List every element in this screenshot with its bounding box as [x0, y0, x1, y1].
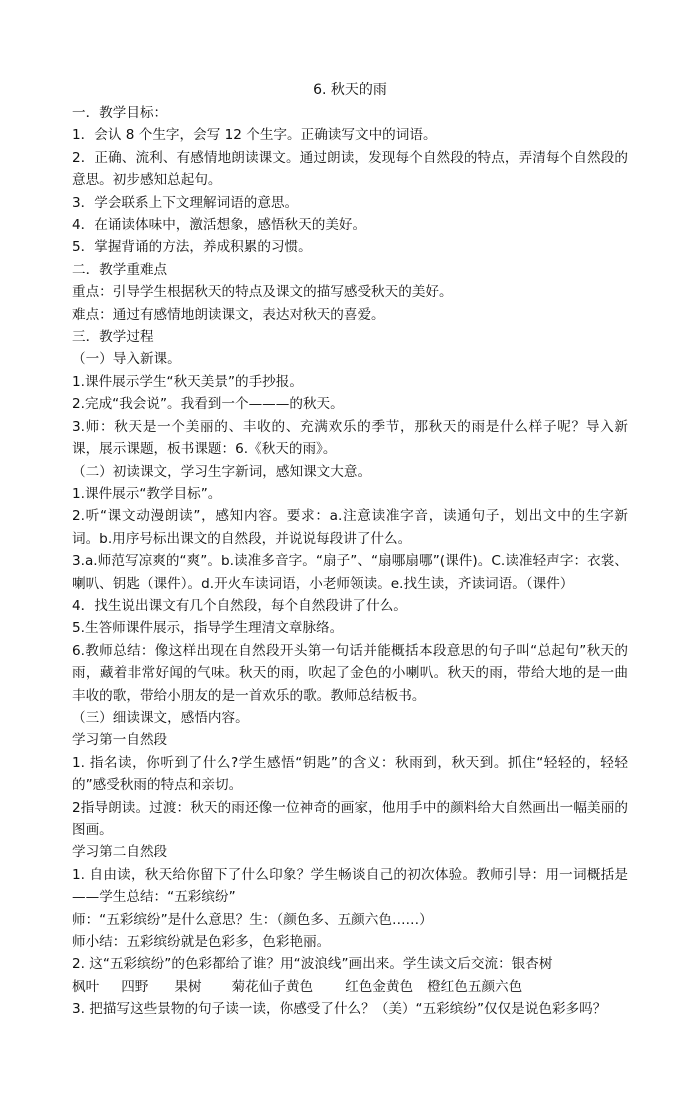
goal-item: 5．掌握背诵的方法，养成积累的习惯。 [72, 239, 312, 256]
difficulty-text: 难点：通过有感情地朗读课文，表达对秋天的喜爱。 [72, 306, 385, 323]
process-step: 1.课件展示学生“秋天美景”的手抄报。 [72, 373, 303, 390]
color-item: 红色金黄色 [345, 978, 414, 995]
subsection-heading: （三）细读课文，感悟内容。 [72, 709, 249, 726]
process-step: 2.完成“我会说”。我看到一个———的秋天。 [72, 396, 344, 413]
process-step: 5.生答师课件展示，指导学生理清文章脉络。 [72, 620, 344, 637]
colors-row [72, 976, 628, 998]
page-title: 6. 秋天的雨 [313, 82, 387, 98]
paragraph-heading: 学习第二自然段 [72, 844, 168, 861]
section-heading: 一．教学目标： [72, 105, 168, 121]
goal-item: 3．学会联系上下文理解词语的意思。 [72, 194, 299, 211]
process-step: 1.课件展示“教学目标”。 [72, 485, 222, 502]
color-item: 枫叶 [72, 978, 100, 995]
process-step: 师小结：五彩缤纷就是色彩多，色彩艳丽。 [72, 934, 331, 951]
section-heading: 二．教学重难点 [72, 261, 168, 278]
section-heading: 三．教学过程 [72, 329, 154, 346]
document-page [72, 80, 628, 1021]
process-step: 6.教师总结：像这样出现在自然段开头第一句话并能概括本段意思的句子叫“总起句”秋天的雨，藏着非常好闻的气味。秋天的雨，吹起了金色的小喇叭。秋天的雨，带给大地的是一曲丰收的歌，带给小朋友的是一首欢乐的歌。教师总结板书。 [72, 642, 628, 704]
color-item: 四野 [121, 978, 149, 995]
color-item: 菊花仙子黄色 [231, 978, 314, 995]
process-step: 3.师：秋天是一个美丽的、丰收的、充满欢乐的季节，那秋天的雨是什么样子呢？导入新课，展示课题，板书课题：6.《秋天的雨》。 [72, 418, 628, 458]
process-step: 师：“五彩缤纷”是什么意思？生：（颜色多、五颜六色……） [72, 911, 433, 928]
subsection-heading: （二）初读课文，学习生字新词，感知课文大意。 [72, 463, 372, 480]
paragraph-heading: 学习第一自然段 [72, 732, 168, 749]
process-step: 1. 自由读，秋天给你留下了什么印象？学生畅谈自己的初次体验。教师引导：用一词概括是——学生总结：“五彩缤纷” [72, 866, 628, 906]
process-step: 1. 指名读，你听到了什么?学生感悟“钥匙”的含义：秋雨到，秋天到。抓住“轻轻的，轻轻的”感受秋雨的特点和亲切。 [72, 754, 628, 794]
process-step: 4．找生说出课文有几个自然段，每个自然段讲了什么。 [72, 597, 407, 614]
process-step: 2. 这“五彩缤纷”的色彩都给了谁？用“波浪线”画出来。学生读文后交流：银杏树 [72, 956, 553, 973]
process-step: 2指导朗读。过渡：秋天的雨还像一位神奇的画家，他用手中的颜料给大自然画出一幅美丽的图画。 [72, 799, 628, 838]
color-item: 橙红色五颜六色 [427, 978, 523, 995]
goal-item: 2．正确、流利、有感情地朗读课文。通过朗读，发现每个自然段的特点，弄清每个自然段的意思。初步感知总起句。 [72, 149, 628, 189]
goal-item: 4．在诵读体味中，激活想象，感悟秋天的美好。 [72, 217, 367, 234]
goal-item: 1．会认 8 个生字，会写 12 个生字。正确读写文中的词语。 [72, 127, 437, 144]
subsection-heading: （一）导入新课。 [72, 351, 181, 368]
keypoint-text: 重点：引导学生根据秋天的特点及课文的描写感受秋天的美好。 [72, 284, 453, 301]
process-step: 3.a.师范写凉爽的“爽”。b.读准多音字。“扇子”、“扇哪扇哪”(课件)。C.读准轻声字：衣裳、喇叭、钥匙（课件）。d.开火车读词语，小老师领读。e.找生读，齐读词语。（课件） [72, 553, 628, 592]
process-step: 3. 把描写这些景物的句子读一读，你感受了什么？（美）“五彩缤纷”仅仅是说色彩多吗？ [72, 1001, 607, 1018]
process-step: 2.听“课文动漫朗读”，感知内容。要求：a.注意读准字音，读通句子，划出文中的生字新词。b.用序号标出课文的自然段，并说说每段讲了什么。 [72, 508, 628, 547]
color-item: 果树 [174, 978, 202, 995]
